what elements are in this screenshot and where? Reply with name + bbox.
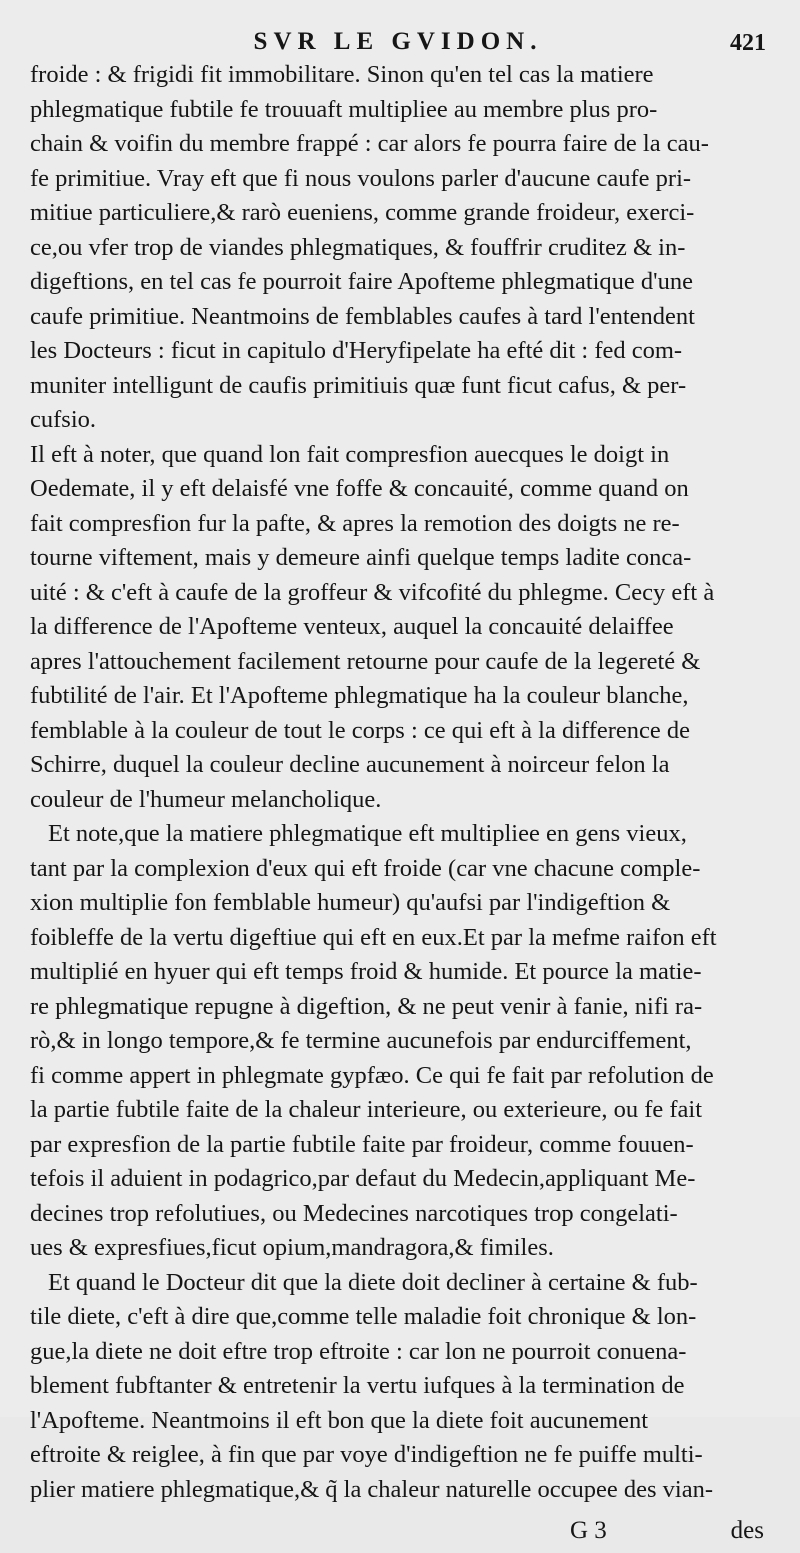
text-line: chain & voifin du membre frappé : car alors fe pourra faire de la cau-: [30, 130, 709, 157]
text-line: re phlegmatique repugne à digeftion, & ne peut venir à fanie, nifi ra-: [30, 992, 703, 1020]
signature-mark: G 3: [570, 1517, 607, 1544]
text-line: femblable à la couleur de tout le corps : ce qui eft à la difference de: [30, 716, 691, 744]
text-line: fait compresfion fur la pafte, & apres la remotion des doigts ne re-: [30, 509, 680, 537]
text-line: blement fubftanter & entretenir la vertu iufques à la termination de: [30, 1372, 685, 1399]
text-line: cufsio.: [30, 406, 96, 433]
text-line: fubtilité de l'air. Et l'Apofteme phlegmatique ha la couleur blanche,: [30, 682, 689, 709]
text-line: tourne viftement, mais y demeure ainfi quelque temps ladite conca-: [30, 544, 692, 571]
text-line: phlegmatique fubtile fe trouuaft multipliee au membre plus pro-: [30, 95, 658, 123]
text-line: l'Apofteme. Neantmoins il eft bon que la diete foit aucunement: [30, 1406, 649, 1434]
text-line: uité : & c'eft à caufe de la groffeur & vifcofité du phlegme. Cecy eft à: [30, 578, 715, 606]
text-line: la partie fubtile faite de la chaleur interieure, ou exterieure, ou fe fait: [30, 1096, 703, 1123]
paragraph-start-line: Et quand le Docteur dit que la diete doit decliner à certaine & fub-: [48, 1268, 698, 1296]
text-line: la difference de l'Apofteme venteux, auquel la concauité delaiffee: [30, 613, 674, 640]
text-line: tile diete, c'eft à dire que,comme telle maladie foit chronique & lon-: [30, 1303, 697, 1330]
text-line: caufe primitiue. Neantmoins de femblables caufes à tard l'entendent: [30, 302, 695, 330]
text-line: plier matiere phlegmatique,& q̃ la chaleur naturelle occupee des vian-: [30, 1475, 713, 1503]
text-line: fe primitiue. Vray eft que fi nous voulons parler d'aucune caufe pri-: [30, 164, 692, 192]
text-line: fi comme appert in phlegmate gypfæo. Ce qui fe fait par refolution de: [30, 1061, 714, 1089]
running-head: [30, 18, 766, 58]
text-line: xion multiplie fon femblable humeur) qu'aufsi par l'indigeftion &: [30, 889, 671, 916]
text-line: ues & expresfiues,ficut opium,mandragora,& fimiles.: [30, 1234, 554, 1261]
text-line: les Docteurs : ficut in capitulo d'Heryfipelate ha efté dit : fed com-: [30, 337, 683, 364]
paragraph-start-line: Il eft à noter, que quand lon fait compresfion auecques le doigt in: [30, 440, 670, 468]
text-line: eftroite & reiglee, à fin que par voye d'indigeftion ne fe puiffe multi-: [30, 1441, 703, 1468]
text-line: decines trop refolutiues, ou Medecines narcotiques trop congelati-: [30, 1199, 678, 1227]
body-text: [30, 58, 766, 1507]
text-line: tefois il aduient in podagrico,par defaut du Medecin,appliquant Me-: [30, 1165, 696, 1192]
text-line: Oedemate, il y eft delaisfé vne foffe & concauité, comme quand on: [30, 475, 689, 502]
page-number: 421: [730, 30, 766, 56]
text-line: couleur de l'humeur melancholique.: [30, 785, 382, 813]
text-line: ce,ou vfer trop de viandes phlegmatiques, & fouffrir cruditez & in-: [30, 233, 686, 261]
catchword: des: [730, 1517, 764, 1544]
text-line: gue,la diete ne doit eftre trop eftroite : car lon ne pourroit conuena-: [30, 1337, 687, 1365]
text-line: multiplié en hyuer qui eft temps froid & humide. Et pource la matie-: [30, 958, 702, 985]
text-line: apres l'attouchement facilement retourne pour caufe de la legereté &: [30, 647, 701, 675]
text-line: foibleffe de la vertu digeftiue qui eft en eux.Et par la mefme raifon eft: [30, 923, 717, 951]
text-line: mitiue particuliere,& rarò eueniens, comme grande froideur, exerci-: [30, 199, 695, 226]
text-line: froide : & frigidi fit immobilitare. Sinon qu'en tel cas la matiere: [30, 61, 654, 88]
text-line: muniter intelligunt de caufis primitiuis quæ funt ficut cafus, & per-: [30, 371, 687, 399]
paragraph-start-line: Et note,que la matiere phlegmatique eft multipliee en gens vieux,: [48, 820, 687, 847]
text-line: digeftions, en tel cas fe pourroit faire Apofteme phlegmatique d'une: [30, 268, 693, 295]
text-line: Schirre, duquel la couleur decline aucunement à noirceur felon la: [30, 751, 670, 778]
running-title: SVR LE GVIDON.: [253, 28, 543, 55]
text-line: tant par la complexion d'eux qui eft froide (car vne chacune comple-: [30, 854, 701, 882]
page-footer: [30, 1513, 766, 1553]
text-line: par expresfion de la partie fubtile faite par froideur, comme fouuen-: [30, 1130, 694, 1158]
text-line: rò,& in longo tempore,& fe termine aucunefois par endurciffement,: [30, 1027, 692, 1054]
